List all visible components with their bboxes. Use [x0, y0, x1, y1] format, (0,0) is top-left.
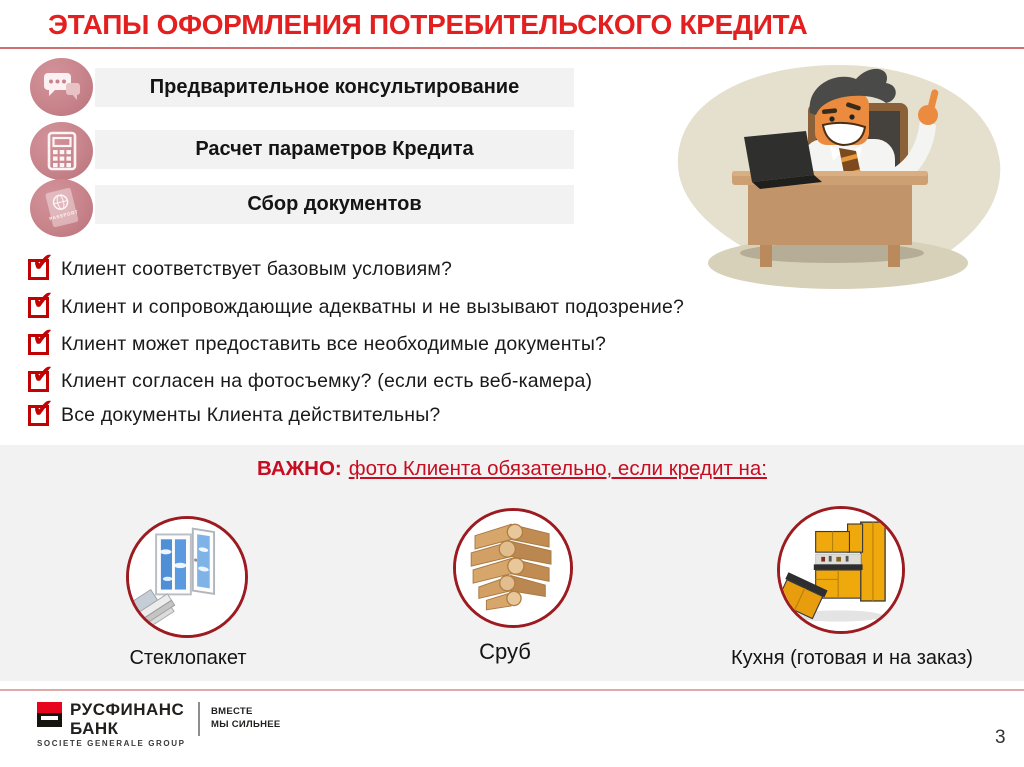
step-bar-documents: [95, 185, 574, 224]
checklist-text: Клиент может предоставить все необходимые документы?: [61, 332, 607, 355]
credit-item-kitchen: [777, 506, 905, 634]
slogan-line1: ВМЕСТЕ: [211, 706, 253, 717]
slogan-line2: МЫ СИЛЬНЕЕ: [211, 718, 281, 730]
bank-slogan: [211, 706, 281, 732]
log-house-image: [456, 511, 570, 625]
checklist-text: Клиент соответствует базовым условиям?: [61, 257, 452, 280]
credit-item-window: [126, 516, 248, 638]
checkmark-icon: ✔: [32, 359, 54, 390]
bank-name-line1: РУСФИНАНС: [70, 700, 185, 719]
checklist-text: Клиент согласен на фотосъемку? (если есть веб-камера): [61, 369, 593, 392]
step-label: Предварительное консультирование: [149, 76, 520, 98]
step-bar-calculation: [95, 130, 574, 169]
consultant-illustration: [660, 55, 1020, 295]
step-label: Расчет параметров Кредита: [195, 138, 474, 160]
checkbox-icon: [28, 247, 54, 280]
bank-logo-icon: [37, 702, 62, 727]
page-number: 3: [995, 727, 1006, 748]
footer-vertical-divider: [198, 702, 200, 736]
page-title: ЭТАПЫ ОФОРМЛЕНИЯ ПОТРЕБИТЕЛЬСКОГО КРЕДИТА: [48, 9, 808, 40]
logo-white-stripe: [41, 716, 58, 720]
bank-name: [70, 701, 184, 738]
step-label: Сбор документов: [247, 193, 422, 215]
step-icon-circle-3: [30, 179, 93, 237]
checklist-text: Все документы Клиента действительны?: [61, 403, 441, 426]
kitchen-image: [780, 509, 902, 631]
step-icon-circle-2: [30, 122, 93, 180]
checkmark-icon: ✔: [32, 285, 54, 316]
checkbox-icon: [28, 322, 54, 355]
checkmark-icon: ✔: [32, 247, 54, 278]
checkbox-icon: [28, 285, 54, 318]
checkmark-icon: ✔: [32, 322, 54, 353]
passport-icon: [42, 187, 82, 229]
credit-item-label: Кухня (готовая и на заказ): [731, 647, 973, 669]
checkmark-icon: ✔: [32, 393, 54, 424]
checklist-text: Клиент и сопровождающие адекватны и не вызывают подозрение?: [61, 295, 685, 318]
credit-item-label: Стеклопакет: [129, 647, 247, 669]
checklist-item: [28, 247, 452, 282]
bank-group-name: SOCIETE GENERALE GROUP: [37, 739, 186, 748]
passport-icon-text: PASSPORT: [48, 209, 79, 222]
important-label: ВАЖНО:: [257, 457, 342, 480]
important-note: [0, 457, 1024, 481]
logo-red-half: [37, 702, 62, 713]
window-image: [129, 519, 245, 635]
step-bar-consultation: [95, 68, 574, 107]
credit-item-log-house: [453, 508, 573, 628]
checkbox-icon: [28, 359, 54, 392]
checkbox-icon: [28, 393, 54, 426]
step-icon-circle-1: [30, 58, 93, 116]
title-divider: [0, 47, 1024, 49]
checklist-item: [28, 285, 685, 320]
important-text: фото Клиента обязательно, если кредит на:: [348, 457, 767, 480]
footer-divider-line: [0, 689, 1024, 691]
checklist-item: [28, 322, 607, 357]
checklist-item: [28, 393, 441, 428]
chat-icon: [41, 68, 83, 106]
checklist-item: [28, 359, 593, 394]
calculator-icon: [45, 131, 79, 171]
bank-name-line2: БАНК: [70, 718, 119, 738]
credit-item-label: Сруб: [479, 639, 531, 664]
